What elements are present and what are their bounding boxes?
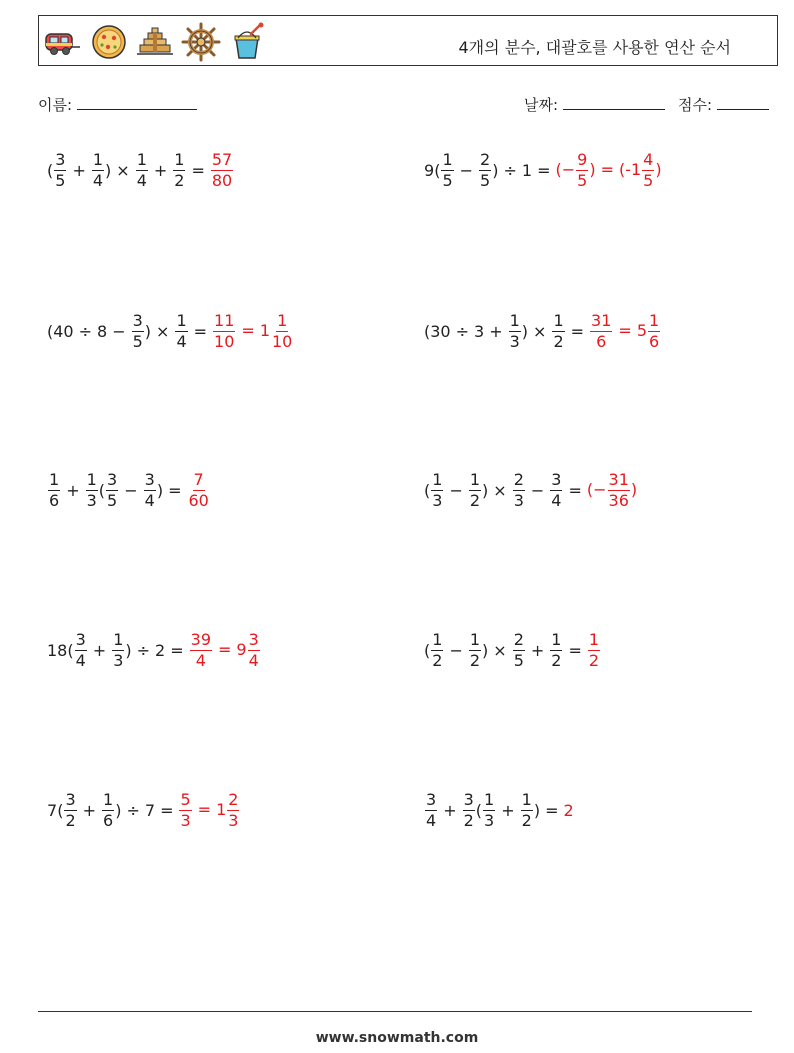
- denominator: 2: [551, 650, 562, 670]
- denominator: 4: [136, 170, 147, 190]
- problem-6: ( $\frac{1}{3}$ − $\frac{1}{2}$ ) × $\frac{2}{3}$ − $\frac{3}{4}$ = (− $\frac{31}{36}$ ): [424, 469, 638, 510]
- name-field: [38, 94, 197, 115]
- fraction: [86, 469, 98, 510]
- fraction: [248, 629, 260, 670]
- problem-9: 7 ( $\frac{3}{2}$ + $\frac{1}{6}$ ) ÷ 7 = $\frac{5}{3}$ = 1 $\frac{2}{3}$: [47, 789, 239, 830]
- denominator: 5: [442, 170, 453, 190]
- denominator: 3: [432, 490, 443, 510]
- numerator: 1: [484, 789, 495, 809]
- denominator: 5: [480, 170, 491, 190]
- numerator: 57: [211, 149, 233, 169]
- problem-10: $\frac{3}{4}$ + $\frac{3}{2}$ ( $\frac{1}{3}$ + $\frac{1}{2}$ ) = 2: [426, 789, 574, 830]
- numerator: 1: [442, 149, 453, 169]
- denominator: 4: [551, 490, 562, 510]
- fraction: [106, 469, 118, 510]
- score-label: 점수:: [678, 96, 713, 114]
- numerator: 3: [463, 789, 474, 809]
- fraction: [173, 149, 185, 190]
- date-label: 날짜:: [524, 96, 559, 114]
- numerator: 1: [113, 629, 124, 649]
- fraction: [521, 789, 533, 830]
- denominator: 4: [92, 170, 104, 190]
- numerator: 1: [432, 629, 443, 649]
- score-blank: [717, 95, 769, 110]
- fraction: [550, 629, 562, 670]
- fraction: [431, 469, 443, 510]
- sand-bucket-icon: [227, 22, 267, 62]
- fraction: [576, 149, 588, 190]
- numerator: 3: [551, 469, 562, 489]
- numerator: 1: [277, 310, 288, 330]
- denominator: 2: [521, 810, 532, 830]
- denominator: 3: [513, 490, 524, 510]
- fraction: [590, 310, 612, 351]
- fraction: [227, 789, 239, 830]
- numerator: 3: [65, 789, 76, 809]
- fraction: [136, 149, 148, 190]
- numerator: 3: [132, 310, 143, 330]
- fraction: [463, 789, 475, 830]
- denominator: 5: [577, 170, 588, 190]
- problem-5: $\frac{1}{6}$ + $\frac{1}{3}$ ( $\frac{3}{5}$ − $\frac{3}{4}$ ) = $\frac{7}{60}$: [49, 469, 209, 510]
- numerator: 1: [174, 149, 185, 169]
- fraction: [509, 310, 521, 351]
- numerator: 3: [75, 629, 86, 649]
- denominator: 4: [176, 331, 187, 351]
- footer-divider: [38, 1011, 752, 1012]
- problem-7: 18 ( $\frac{3}{4}$ + $\frac{1}{3}$ ) ÷ 2 = $\frac{39}{4}$ = 9 $\frac{3}{4}$: [47, 629, 259, 670]
- numerator: 1: [103, 789, 114, 809]
- numerator: 7: [193, 469, 204, 489]
- numerator: 2: [228, 789, 239, 809]
- date-field: [524, 94, 665, 115]
- numerator: 1: [469, 629, 481, 649]
- denominator: 2: [469, 650, 481, 670]
- denominator: 6: [649, 331, 660, 351]
- fraction: [513, 469, 525, 510]
- numerator: 2: [480, 149, 491, 169]
- denominator: 5: [643, 170, 654, 190]
- icon-row: [43, 22, 267, 62]
- fraction: [190, 629, 212, 670]
- denominator: 2: [469, 490, 481, 510]
- denominator: 3: [86, 490, 97, 510]
- denominator: 4: [248, 650, 259, 670]
- denominator: 3: [113, 650, 124, 670]
- denominator: 3: [484, 810, 495, 830]
- problem-3: ( 40 ÷ 8 − $\frac{3}{5}$ ) × $\frac{1}{4}$ = $\frac{11}{10}$ = 1 $\frac{1}{10}$: [47, 310, 293, 351]
- numerator: 3: [144, 469, 155, 489]
- denominator: 80: [211, 170, 233, 190]
- denominator: 4: [426, 810, 437, 830]
- numerator: 1: [551, 629, 562, 649]
- denominator: 2: [174, 170, 185, 190]
- fraction: [213, 310, 235, 351]
- worksheet-title: 4개의 분수, 대괄호를 사용한 연산 순서: [458, 38, 731, 57]
- fraction: [144, 469, 156, 510]
- denominator: 2: [463, 810, 474, 830]
- fraction: [431, 629, 443, 670]
- problem-1: ( $\frac{3}{5}$ + $\frac{1}{4}$ ) × $\frac{1}{4}$ + $\frac{1}{2}$ = $\frac{57}{80}$: [47, 149, 233, 190]
- numerator: 4: [643, 149, 654, 169]
- numerator: 1: [469, 469, 481, 489]
- problem-8: ( $\frac{1}{2}$ − $\frac{1}{2}$ ) × $\frac{2}{5}$ + $\frac{1}{2}$ = $\frac{1}{2}$: [424, 629, 600, 670]
- fraction: [92, 149, 104, 190]
- fraction: [642, 149, 654, 190]
- numerator: 1: [588, 629, 600, 649]
- fraction: [211, 149, 233, 190]
- ship-wheel-icon: [181, 22, 221, 62]
- fraction: [175, 310, 187, 351]
- numerator: 9: [577, 149, 588, 169]
- denominator: 60: [188, 490, 209, 510]
- name-blank: [77, 95, 197, 110]
- denominator: 4: [195, 650, 206, 670]
- fraction: [513, 629, 525, 670]
- denominator: 5: [55, 170, 66, 190]
- name-label: 이름:: [38, 96, 73, 114]
- fraction: [64, 789, 76, 830]
- numerator: 1: [92, 149, 104, 169]
- pizza-icon: [89, 22, 129, 62]
- denominator: 2: [588, 650, 600, 670]
- denominator: 3: [228, 810, 239, 830]
- numerator: 31: [591, 310, 612, 330]
- numerator: 39: [190, 629, 211, 649]
- fraction: [552, 310, 564, 351]
- denominator: 5: [107, 490, 118, 510]
- denominator: 4: [144, 490, 155, 510]
- numerator: 3: [248, 629, 259, 649]
- denominator: 5: [132, 331, 143, 351]
- denominator: 10: [272, 331, 293, 351]
- numerator: 3: [107, 469, 118, 489]
- numerator: 1: [649, 310, 660, 330]
- fraction: [479, 149, 491, 190]
- fraction: [132, 310, 144, 351]
- numerator: 3: [55, 149, 66, 169]
- denominator: 2: [65, 810, 76, 830]
- fraction: [469, 629, 481, 670]
- fraction: [75, 629, 87, 670]
- denominator: 3: [509, 331, 520, 351]
- problem-4: ( 30 ÷ 3 + $\frac{1}{3}$ ) × $\frac{1}{2}$ = $\frac{31}{6}$ = 5 $\frac{1}{6}$: [424, 310, 660, 351]
- fraction: [112, 629, 124, 670]
- fraction: [48, 469, 60, 510]
- fraction: [179, 789, 191, 830]
- fraction: [550, 469, 562, 510]
- score-field: [678, 94, 769, 115]
- denominator: 5: [513, 650, 524, 670]
- fraction: [187, 469, 209, 510]
- denominator: 4: [75, 650, 86, 670]
- header-box: [38, 15, 778, 66]
- denominator: 2: [432, 650, 443, 670]
- denominator: 6: [103, 810, 114, 830]
- denominator: 3: [180, 810, 191, 830]
- footer-url[interactable]: www.snowmath.com: [315, 1030, 479, 1046]
- fraction: [102, 789, 114, 830]
- numerator: 1: [176, 310, 187, 330]
- pyramid-icon: [135, 22, 175, 62]
- denominator: 6: [49, 490, 60, 510]
- denominator: 36: [608, 490, 629, 510]
- numerator: 1: [49, 469, 60, 489]
- camper-van-icon: [43, 22, 83, 62]
- fraction: [425, 789, 437, 830]
- numerator: 1: [86, 469, 97, 489]
- denominator: 6: [596, 331, 607, 351]
- numerator: 11: [214, 310, 235, 330]
- numerator: 1: [521, 789, 532, 809]
- numerator: 3: [426, 789, 437, 809]
- date-blank: [563, 95, 665, 110]
- numerator: 2: [513, 629, 524, 649]
- denominator: 10: [214, 331, 235, 351]
- fraction: [608, 469, 630, 510]
- problem-2: 9 ( $\frac{1}{5}$ − $\frac{2}{5}$ ) ÷ 1 = (− $\frac{9}{5}$ ) = (-1 $\frac{4}{5}$ ): [424, 149, 662, 190]
- fraction: [483, 789, 495, 830]
- numerator: 1: [509, 310, 520, 330]
- numerator: 2: [513, 469, 524, 489]
- numerator: 5: [180, 789, 191, 809]
- numerator: 31: [608, 469, 629, 489]
- fraction: [648, 310, 660, 351]
- fraction: [469, 469, 481, 510]
- fraction: [271, 310, 293, 351]
- numerator: 1: [432, 469, 443, 489]
- numerator: 1: [136, 149, 147, 169]
- fraction: [588, 629, 600, 670]
- fraction: [54, 149, 66, 190]
- numerator: 1: [553, 310, 564, 330]
- denominator: 2: [553, 331, 564, 351]
- fraction: [441, 149, 453, 190]
